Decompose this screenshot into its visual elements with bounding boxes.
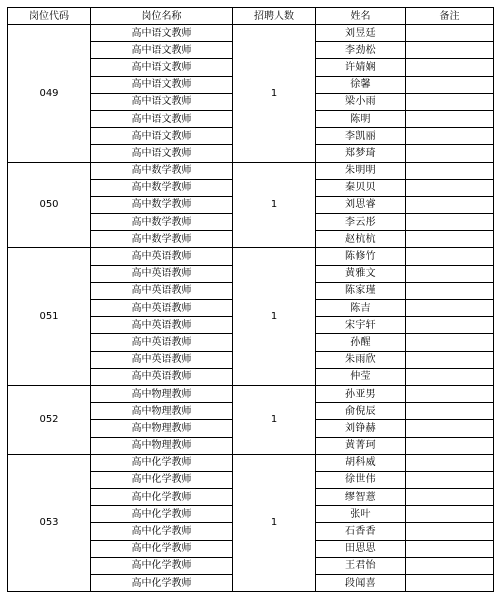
position-title-cell: 高中数学教师 xyxy=(91,162,233,179)
table-row xyxy=(8,248,494,265)
note-cell xyxy=(406,420,494,437)
position-title-cell: 高中英语教师 xyxy=(91,248,233,265)
candidate-name-cell: 石香香 xyxy=(316,523,406,540)
note-cell xyxy=(406,540,494,557)
position-code-cell: 053 xyxy=(8,454,91,592)
position-title-cell: 高中物理教师 xyxy=(91,403,233,420)
note-cell xyxy=(406,282,494,299)
candidate-name-cell: 黄雅文 xyxy=(316,265,406,282)
candidate-name-cell: 仲莹 xyxy=(316,368,406,385)
candidate-name-cell: 黄菁珂 xyxy=(316,437,406,454)
candidate-name-cell: 秦贝贝 xyxy=(316,179,406,196)
note-cell xyxy=(406,385,494,402)
candidate-name-cell: 宋宇轩 xyxy=(316,317,406,334)
position-title-cell: 高中化学教师 xyxy=(91,489,233,506)
candidate-name-cell: 陈修竹 xyxy=(316,248,406,265)
position-title-cell: 高中英语教师 xyxy=(91,351,233,368)
position-title-cell: 高中物理教师 xyxy=(91,385,233,402)
position-title-cell: 高中化学教师 xyxy=(91,540,233,557)
position-title-cell: 高中语文教师 xyxy=(91,145,233,162)
note-cell xyxy=(406,248,494,265)
candidate-name-cell: 李劲松 xyxy=(316,42,406,59)
position-title-cell: 高中英语教师 xyxy=(91,300,233,317)
header-position-code: 岗位代码 xyxy=(8,8,91,25)
header-row xyxy=(8,8,494,25)
note-cell xyxy=(406,76,494,93)
table-row xyxy=(8,162,494,179)
position-title-cell: 高中化学教师 xyxy=(91,575,233,592)
position-title-cell: 高中语文教师 xyxy=(91,76,233,93)
position-title-cell: 高中数学教师 xyxy=(91,214,233,231)
note-cell xyxy=(406,334,494,351)
note-cell xyxy=(406,317,494,334)
candidate-name-cell: 赵杭杭 xyxy=(316,231,406,248)
note-cell xyxy=(406,110,494,127)
note-cell xyxy=(406,471,494,488)
candidate-name-cell: 朱雨欣 xyxy=(316,351,406,368)
candidate-name-cell: 孙醒 xyxy=(316,334,406,351)
candidate-name-cell: 郑梦琦 xyxy=(316,145,406,162)
candidate-name-cell: 胡科威 xyxy=(316,454,406,471)
note-cell xyxy=(406,506,494,523)
candidate-name-cell: 俞倪辰 xyxy=(316,403,406,420)
note-cell xyxy=(406,59,494,76)
position-title-cell: 高中化学教师 xyxy=(91,523,233,540)
candidate-name-cell: 许婧娴 xyxy=(316,59,406,76)
header-name: 姓名 xyxy=(316,8,406,25)
position-title-cell: 高中英语教师 xyxy=(91,334,233,351)
note-cell xyxy=(406,489,494,506)
table-header xyxy=(8,8,494,25)
position-title-cell: 高中化学教师 xyxy=(91,471,233,488)
position-title-cell: 高中数学教师 xyxy=(91,231,233,248)
note-cell xyxy=(406,128,494,145)
position-code-cell: 052 xyxy=(8,385,91,454)
note-cell xyxy=(406,454,494,471)
candidate-name-cell: 李云彤 xyxy=(316,214,406,231)
position-title-cell: 高中语文教师 xyxy=(91,110,233,127)
position-title-cell: 高中化学教师 xyxy=(91,557,233,574)
position-title-cell: 高中数学教师 xyxy=(91,196,233,213)
position-code-cell: 050 xyxy=(8,162,91,248)
candidate-name-cell: 刘铮赫 xyxy=(316,420,406,437)
candidate-name-cell: 孙亚男 xyxy=(316,385,406,402)
candidate-name-cell: 徐世伟 xyxy=(316,471,406,488)
position-title-cell: 高中英语教师 xyxy=(91,265,233,282)
position-title-cell: 高中物理教师 xyxy=(91,437,233,454)
position-title-cell: 高中语文教师 xyxy=(91,59,233,76)
note-cell xyxy=(406,351,494,368)
note-cell xyxy=(406,557,494,574)
position-title-cell: 高中语文教师 xyxy=(91,25,233,42)
position-title-cell: 高中英语教师 xyxy=(91,317,233,334)
hire-count-cell: 1 xyxy=(233,162,316,248)
note-cell xyxy=(406,403,494,420)
table-row xyxy=(8,385,494,402)
candidate-name-cell: 刘思睿 xyxy=(316,196,406,213)
position-title-cell: 高中语文教师 xyxy=(91,42,233,59)
candidate-name-cell: 朱明明 xyxy=(316,162,406,179)
candidate-name-cell: 陈吉 xyxy=(316,300,406,317)
position-title-cell: 高中化学教师 xyxy=(91,454,233,471)
header-hire-count: 招聘人数 xyxy=(233,8,316,25)
candidate-name-cell: 张叶 xyxy=(316,506,406,523)
position-code-cell: 049 xyxy=(8,25,91,163)
note-cell xyxy=(406,42,494,59)
note-cell xyxy=(406,214,494,231)
header-position-title: 岗位名称 xyxy=(91,8,233,25)
position-code-cell: 051 xyxy=(8,248,91,386)
position-title-cell: 高中英语教师 xyxy=(91,368,233,385)
candidate-name-cell: 田思思 xyxy=(316,540,406,557)
candidate-name-cell: 梁小雨 xyxy=(316,93,406,110)
position-title-cell: 高中数学教师 xyxy=(91,179,233,196)
note-cell xyxy=(406,145,494,162)
hire-count-cell: 1 xyxy=(233,454,316,592)
note-cell xyxy=(406,300,494,317)
candidate-name-cell: 李凯丽 xyxy=(316,128,406,145)
candidate-name-cell: 缪智薏 xyxy=(316,489,406,506)
table-row xyxy=(8,25,494,42)
position-title-cell: 高中英语教师 xyxy=(91,282,233,299)
note-cell xyxy=(406,93,494,110)
hire-count-cell: 1 xyxy=(233,25,316,163)
candidate-name-cell: 王君怡 xyxy=(316,557,406,574)
note-cell xyxy=(406,575,494,592)
hire-count-cell: 1 xyxy=(233,385,316,454)
candidate-name-cell: 陈明 xyxy=(316,110,406,127)
candidate-name-cell: 陈家瑾 xyxy=(316,282,406,299)
note-cell xyxy=(406,523,494,540)
note-cell xyxy=(406,368,494,385)
note-cell xyxy=(406,437,494,454)
note-cell xyxy=(406,179,494,196)
note-cell xyxy=(406,162,494,179)
position-title-cell: 高中语文教师 xyxy=(91,128,233,145)
position-title-cell: 高中物理教师 xyxy=(91,420,233,437)
position-title-cell: 高中化学教师 xyxy=(91,506,233,523)
candidate-name-cell: 徐馨 xyxy=(316,76,406,93)
note-cell xyxy=(406,196,494,213)
table-row xyxy=(8,454,494,471)
candidate-name-cell: 段闻喜 xyxy=(316,575,406,592)
recruitment-roster-table xyxy=(7,7,494,592)
hire-count-cell: 1 xyxy=(233,248,316,386)
note-cell xyxy=(406,231,494,248)
table-body xyxy=(8,25,494,592)
header-note: 备注 xyxy=(406,8,494,25)
note-cell xyxy=(406,265,494,282)
note-cell xyxy=(406,25,494,42)
position-title-cell: 高中语文教师 xyxy=(91,93,233,110)
candidate-name-cell: 刘昱廷 xyxy=(316,25,406,42)
